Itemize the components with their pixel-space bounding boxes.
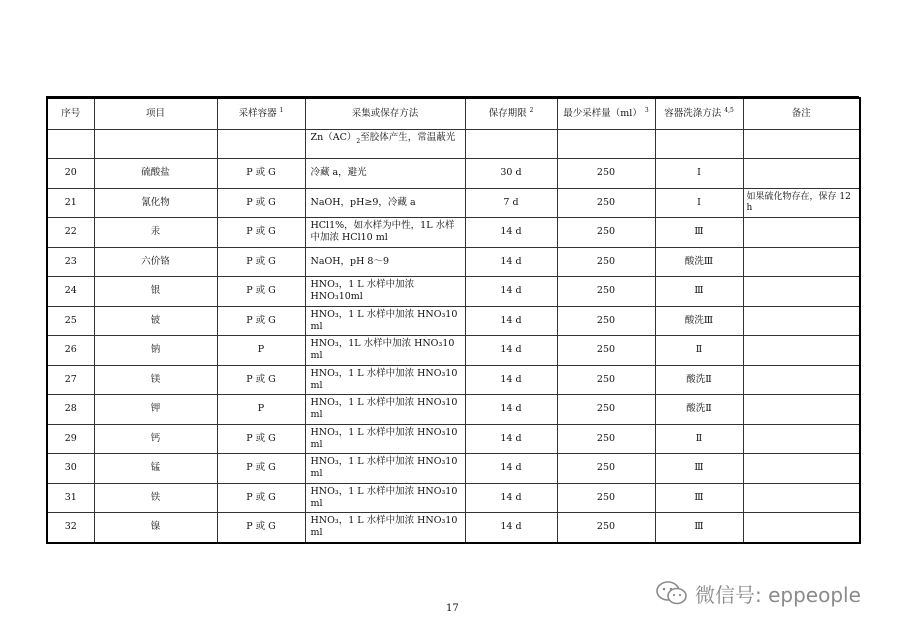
cell-seq: 31: [47, 483, 94, 513]
sampling-table: [46, 97, 861, 544]
cell-container: P 或 G: [217, 483, 305, 513]
cell-item: 汞: [94, 218, 217, 248]
table-row: [47, 247, 860, 277]
table-row: [47, 218, 860, 248]
cell-seq: 20: [47, 159, 94, 189]
cell-volume: 250: [557, 454, 655, 484]
cell-wash: 酸洗Ⅲ: [655, 306, 743, 336]
cell-container: P 或 G: [217, 159, 305, 189]
cell-volume: 250: [557, 218, 655, 248]
cell-remark: [743, 218, 860, 248]
table-row: [47, 188, 860, 218]
cell-period: 14 d: [465, 365, 557, 395]
footnote-marker: 1: [279, 106, 284, 114]
footnote-marker: 4,5: [724, 106, 734, 114]
cell-container: P 或 G: [217, 365, 305, 395]
cell-seq: 29: [47, 424, 94, 454]
cell-wash: Ⅱ: [655, 336, 743, 366]
cell-remark: [743, 277, 860, 307]
cell-item: 钾: [94, 395, 217, 425]
cell-container: P: [217, 395, 305, 425]
cell-wash: 酸洗Ⅱ: [655, 365, 743, 395]
table-row: [47, 336, 860, 366]
cell-wash: Ⅲ: [655, 454, 743, 484]
cell-method: HNO₃，1L 水样中加浓 HNO₃10 ml: [305, 336, 465, 366]
cell-seq: 23: [47, 247, 94, 277]
cell-item: 铁: [94, 483, 217, 513]
cell-wash: Ⅲ: [655, 218, 743, 248]
cell-container: P 或 G: [217, 306, 305, 336]
cell-remark: [743, 247, 860, 277]
cell-period: 14 d: [465, 424, 557, 454]
cell-item: 锰: [94, 454, 217, 484]
cell-container: P 或 G: [217, 424, 305, 454]
table-row: [47, 424, 860, 454]
cell-remark: [743, 306, 860, 336]
cell-item: 银: [94, 277, 217, 307]
cell-wash: Ⅲ: [655, 483, 743, 513]
cell-container: P 或 G: [217, 247, 305, 277]
cell-seq: 21: [47, 188, 94, 218]
watermark-text: 微信号: eppeople: [695, 582, 861, 607]
cell-remark: [743, 336, 860, 366]
cell-wash: Ⅰ: [655, 159, 743, 189]
cell-remark: [743, 395, 860, 425]
cell-item: 六价铬: [94, 247, 217, 277]
cell-method: HNO₃，1 L 水样中加浓 HNO₃10 ml: [305, 365, 465, 395]
cell-seq: 22: [47, 218, 94, 248]
cell-volume: 250: [557, 159, 655, 189]
cell-period: 14 d: [465, 395, 557, 425]
header-row: [47, 98, 860, 130]
table-row: [47, 306, 860, 336]
cell-remark: [743, 365, 860, 395]
cell-wash: 酸洗Ⅲ: [655, 247, 743, 277]
header-method: 采集或保存方法: [305, 98, 465, 130]
cell-container: P: [217, 336, 305, 366]
cell-period: 14 d: [465, 218, 557, 248]
cell-method: HNO₃，1 L 水样中加浓 HNO₃10 ml: [305, 483, 465, 513]
cell-seq: 27: [47, 365, 94, 395]
cell-volume: 250: [557, 365, 655, 395]
cell-method: HNO₃，1 L 水样中加浓 HNO₃10 ml: [305, 424, 465, 454]
wechat-watermark: [655, 578, 861, 608]
header-wash: 容器洗涤方法 $^{4,5}$: [655, 98, 743, 130]
cell-seq: 24: [47, 277, 94, 307]
table-row: [47, 483, 860, 513]
table-row: [47, 395, 860, 425]
cell-seq: 32: [47, 513, 94, 543]
cell-method: HNO₃，1 L 水样中加浓 HNO₃10 ml: [305, 454, 465, 484]
cell-seq: 25: [47, 306, 94, 336]
cell-period: 14 d: [465, 454, 557, 484]
cell-period: 7 d: [465, 188, 557, 218]
cell-volume: 250: [557, 395, 655, 425]
cell-wash: Ⅰ: [655, 188, 743, 218]
cell-remark: [743, 454, 860, 484]
table-row: [47, 159, 860, 189]
cell-seq: 28: [47, 395, 94, 425]
cell-method: NaOH，pH 8～9: [305, 247, 465, 277]
table-row: [47, 365, 860, 395]
cell-method: 冷藏 a，避光: [305, 159, 465, 189]
cell-volume: 250: [557, 513, 655, 543]
cell-method: NaOH，pH≥9，冷藏 a: [305, 188, 465, 218]
cell-item: 硫酸盐: [94, 159, 217, 189]
cell-period: 14 d: [465, 277, 557, 307]
cell-remark: [743, 424, 860, 454]
cell-item: 钠: [94, 336, 217, 366]
cell-volume: 250: [557, 336, 655, 366]
footnote-marker: 3: [644, 106, 649, 114]
cell-item: 氰化物: [94, 188, 217, 218]
cell-method: HNO₃，1 L 水样中加浓 HNO₃10 ml: [305, 513, 465, 543]
cell-volume: 250: [557, 424, 655, 454]
header-seq: 序号: [47, 98, 94, 130]
cell-remark: [743, 513, 860, 543]
table-row: [47, 513, 860, 543]
cell-wash: 酸洗Ⅱ: [655, 395, 743, 425]
cell-item: 镍: [94, 513, 217, 543]
cell-container: P 或 G: [217, 513, 305, 543]
cell-period: 30 d: [465, 159, 557, 189]
cell-seq: 30: [47, 454, 94, 484]
cell-volume: 250: [557, 483, 655, 513]
cell-item: 镁: [94, 365, 217, 395]
cell-wash: Ⅲ: [655, 513, 743, 543]
cell-method: HNO₃，1 L 水样中加浓 HNO₃10 ml: [305, 306, 465, 336]
cell-method: HNO₃，1 L 水样中加浓 HNO₃10ml: [305, 277, 465, 307]
cell-remark: [743, 483, 860, 513]
cell-period: 14 d: [465, 336, 557, 366]
header-item: 项目: [94, 98, 217, 130]
header-remark: 备注: [743, 98, 860, 130]
cell-volume: 250: [557, 277, 655, 307]
cell-remark: [743, 159, 860, 189]
cell-volume: 250: [557, 188, 655, 218]
cell-method: HCl1%，如水样为中性，1L 水样中加浓 HCl10 ml: [305, 218, 465, 248]
cell-volume: 250: [557, 306, 655, 336]
header-container: 采样容器 $^1$: [217, 98, 305, 130]
page-number: 17: [446, 603, 459, 614]
cell-period: 14 d: [465, 306, 557, 336]
wechat-icon: [655, 579, 689, 607]
cell-item: 钙: [94, 424, 217, 454]
cell-period: 14 d: [465, 247, 557, 277]
continuation-row: [47, 130, 860, 159]
table-row: [47, 277, 860, 307]
cell-container: P 或 G: [217, 277, 305, 307]
cell-volume: 250: [557, 247, 655, 277]
cell-container: P 或 G: [217, 454, 305, 484]
cell-item: 铍: [94, 306, 217, 336]
table-row: [47, 454, 860, 484]
cell-seq: 26: [47, 336, 94, 366]
footnote-marker: 2: [529, 106, 534, 114]
cell-method: HNO₃，1 L 水样中加浓 HNO₃10 ml: [305, 395, 465, 425]
continuation-method-cell: $Zn(AC)_2$至胶体产生，常温蔽光: [305, 130, 465, 159]
header-volume: 最少采样量（ml） $^3$: [557, 98, 655, 130]
cell-container: P 或 G: [217, 218, 305, 248]
cell-remark: 如果硫化物存在，保存 12 h: [743, 188, 860, 218]
header-period: 保存期限 $^2$: [465, 98, 557, 130]
cell-period: 14 d: [465, 483, 557, 513]
cell-period: 14 d: [465, 513, 557, 543]
cell-wash: Ⅲ: [655, 277, 743, 307]
cell-wash: Ⅱ: [655, 424, 743, 454]
cell-container: P 或 G: [217, 188, 305, 218]
